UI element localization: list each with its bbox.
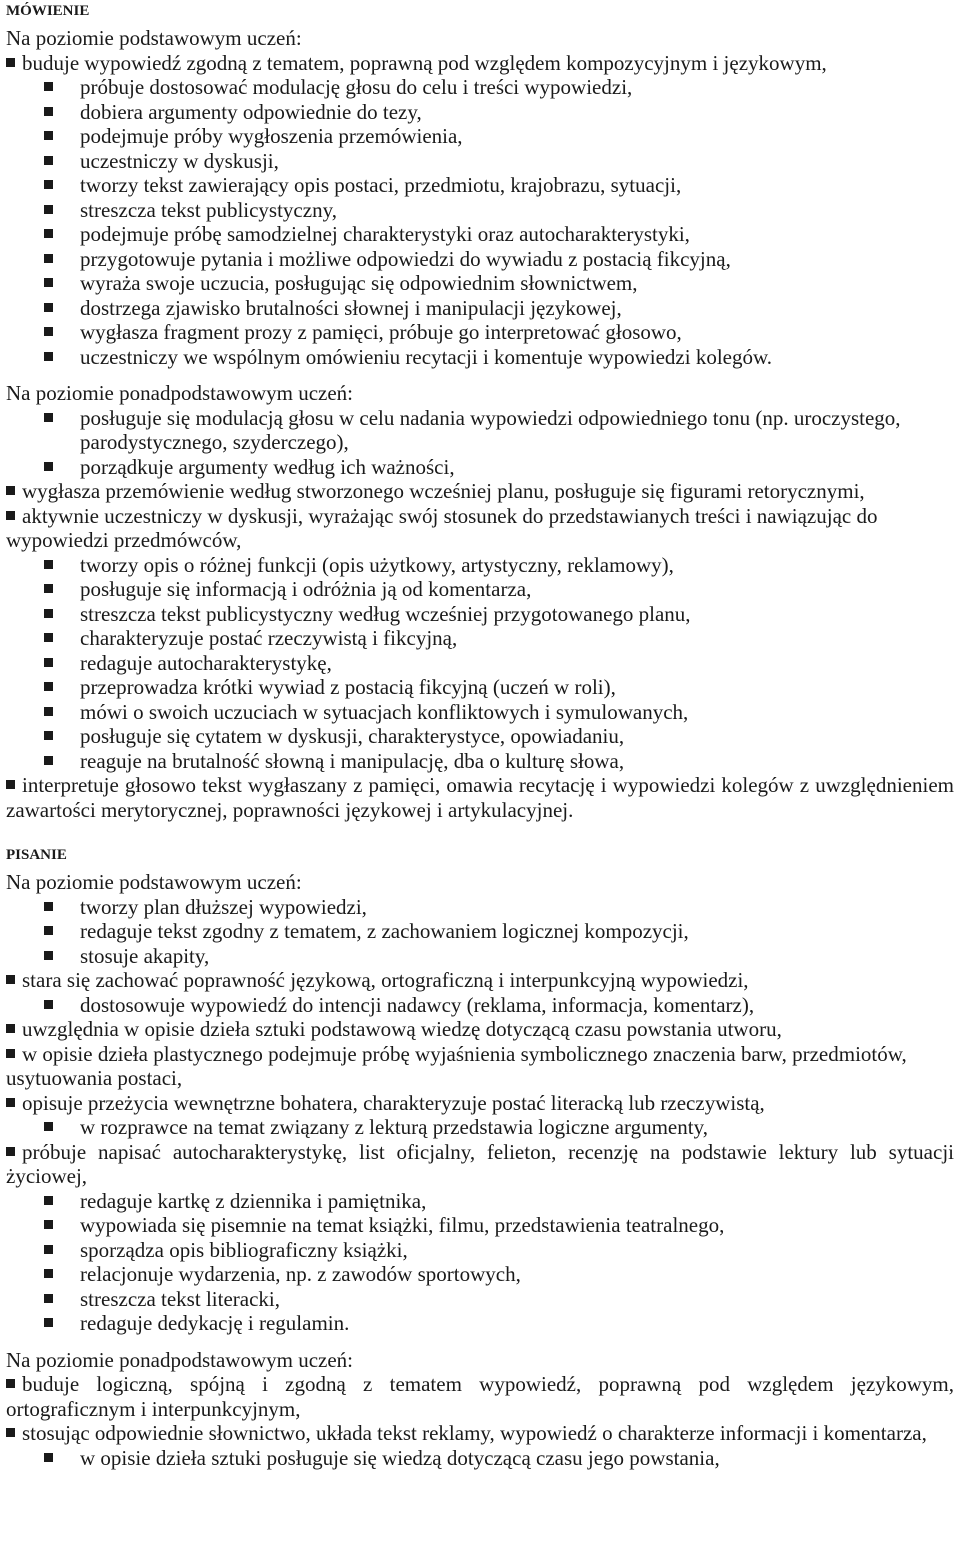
square-bullet-icon [6, 58, 15, 67]
list-item: stosując odpowiednie słownictwo, układa tekst reklamy, wypowiedź o charakterze informacji i komentarza, [6, 1421, 954, 1446]
list-item: buduje wypowiedź zgodną z tematem, poprawną pod względem kompozycyjnym i językowym, [6, 51, 954, 76]
square-bullet-icon [6, 1024, 15, 1033]
level-heading: Na poziomie ponadpodstawowym uczeń: [6, 1347, 353, 1372]
list-item: w opisie dzieła plastycznego podejmuje próbę wyjaśnienia symbolicznego znaczenia barw, przedmiotów, usytuowania postaci, [6, 1041, 907, 1090]
list-item: podejmuje próby wygłoszenia przemówienia, [6, 124, 954, 149]
square-bullet-icon [44, 180, 53, 189]
list-item: interpretuje głosowo tekst wygłaszany z pamięci, omawia recytację i wypowiedzi kolegów z uwzględnieniem zawartości merytorycznej, poprawności językowej i artykulacyjnej. [6, 773, 954, 822]
square-bullet-icon [44, 682, 53, 691]
document-page [0, 2, 960, 1470]
square-bullet-icon [6, 1428, 15, 1437]
square-bullet-icon [44, 462, 53, 471]
square-bullet-icon [44, 1453, 53, 1462]
section-title: PISANIE [6, 847, 67, 863]
list-item: reaguje na brutalność słowną i manipulację, dba o kulturę słowa, [6, 749, 954, 774]
list-item: próbuje napisać autocharakterystykę, list oficjalny, felieton, recenzję na podstawie lektury lub sytuacji życiowej, [6, 1139, 954, 1188]
square-bullet-icon [6, 1147, 15, 1156]
list-item: dostosowuje wypowiedź do intencji nadawcy (reklama, informacja, komentarz), [6, 993, 954, 1018]
square-bullet-icon [44, 327, 53, 336]
list-item: w opisie dzieła sztuki posługuje się wiedzą dotyczącą czasu jego powstania, [6, 1446, 954, 1471]
section-pisanie [6, 846, 954, 1470]
list-item: porządkuje argumenty według ich ważności, [6, 455, 954, 480]
square-bullet-icon [44, 1269, 53, 1278]
square-bullet-icon [44, 229, 53, 238]
list-item: wypowiada się pisemnie na temat książki, filmu, przedstawienia teatralnego, [6, 1213, 954, 1238]
square-bullet-icon [6, 486, 15, 495]
square-bullet-icon [6, 1098, 15, 1107]
square-bullet-icon [44, 951, 53, 960]
square-bullet-icon [44, 584, 53, 593]
square-bullet-icon [6, 780, 15, 789]
square-bullet-icon [44, 1294, 53, 1303]
list-item: tworzy opis o różnej funkcji (opis użytkowy, artystyczny, reklamowy), [6, 553, 954, 578]
list-item: redaguje autocharakterystykę, [6, 651, 954, 676]
square-bullet-icon [44, 731, 53, 740]
square-bullet-icon [44, 1196, 53, 1205]
square-bullet-icon [44, 413, 53, 422]
square-bullet-icon [44, 756, 53, 765]
list-item: próbuje dostosować modulację głosu do celu i treści wypowiedzi, [6, 75, 954, 100]
list-item: posługuje się modulacją głosu w celu nadania wypowiedzi odpowiedniego tonu (np. uroczystego, parodystycznego, szyderczego), [6, 406, 954, 455]
square-bullet-icon [44, 1318, 53, 1327]
bullet-list [6, 895, 954, 1336]
bullet-list [6, 1372, 954, 1470]
list-item: opisuje przeżycia wewnętrzne bohatera, charakteryzuje postać literacką lub rzeczywistą, [6, 1091, 954, 1116]
square-bullet-icon [44, 1000, 53, 1009]
list-item: relacjonuje wydarzenia, np. z zawodów sportowych, [6, 1262, 954, 1287]
square-bullet-icon [44, 1245, 53, 1254]
square-bullet-icon [6, 1379, 15, 1388]
level-heading: Na poziomie ponadpodstawowym uczeń: [6, 381, 353, 405]
square-bullet-icon [44, 254, 53, 263]
list-item: podejmuje próbę samodzielnej charakterystyki oraz autocharakterystyki, [6, 222, 954, 247]
list-item: streszcza tekst publicystyczny według wcześniej przygotowanego planu, [6, 602, 954, 627]
list-item: buduje logiczną, spójną i zgodną z tematem wypowiedź, poprawną pod względem językowym, ortograficznym i interpunkcyjnym, [6, 1372, 954, 1421]
square-bullet-icon [44, 1220, 53, 1229]
list-item: posługuje się informacją i odróżnia ją od komentarza, [6, 577, 954, 602]
list-item: charakteryzuje postać rzeczywistą i fikcyjną, [6, 626, 954, 651]
square-bullet-icon [44, 707, 53, 716]
square-bullet-icon [44, 352, 53, 361]
square-bullet-icon [44, 278, 53, 287]
square-bullet-icon [6, 975, 15, 984]
list-item: sporządza opis bibliograficzny książki, [6, 1238, 954, 1263]
square-bullet-icon [6, 511, 15, 520]
bullet-list [6, 51, 954, 370]
list-item: streszcza tekst publicystyczny, [6, 198, 954, 223]
level-heading: Na poziomie podstawowym uczeń: [6, 26, 302, 50]
list-item: dostrzega zjawisko brutalności słownej i manipulacji językowej, [6, 296, 954, 321]
level-heading: Na poziomie podstawowym uczeń: [6, 870, 302, 894]
square-bullet-icon [44, 633, 53, 642]
list-item: przeprowadza krótki wywiad z postacią fikcyjną (uczeń w roli), [6, 675, 954, 700]
list-item: uczestniczy we wspólnym omówieniu recytacji i komentuje wypowiedzi kolegów. [6, 345, 954, 370]
list-item: wyraża swoje uczucia, posługując się odpowiednim słownictwem, [6, 271, 954, 296]
square-bullet-icon [44, 609, 53, 618]
list-item: aktywnie uczestniczy w dyskusji, wyrażając swój stosunek do przedstawianych treści i nawiązując do wypowiedzi przedmówców, [6, 503, 878, 552]
list-item: mówi o swoich uczuciach w sytuacjach konfliktowych i symulowanych, [6, 700, 954, 725]
list-item: wygłasza fragment prozy z pamięci, próbuje go interpretować głosowo, [6, 320, 954, 345]
section-title: MÓWIENIE [6, 3, 90, 19]
list-item: wygłasza przemówienie według stworzonego wcześniej planu, posługuje się figurami retorycznymi, [6, 479, 954, 504]
list-item: w rozprawce na temat związany z lekturą przedstawia logiczne argumenty, [6, 1115, 954, 1140]
square-bullet-icon [44, 902, 53, 911]
list-item: streszcza tekst literacki, [6, 1287, 954, 1312]
list-item: redaguje kartkę z dziennika i pamiętnika, [6, 1189, 954, 1214]
square-bullet-icon [44, 205, 53, 214]
square-bullet-icon [44, 107, 53, 116]
list-item: tworzy tekst zawierający opis postaci, przedmiotu, krajobrazu, sytuacji, [6, 173, 954, 198]
list-item: posługuje się cytatem w dyskusji, charakterystyce, opowiadaniu, [6, 724, 954, 749]
section-mowienie [6, 2, 954, 822]
list-item: stara się zachować poprawność językową, ortograficzną i interpunkcyjną wypowiedzi, [6, 968, 954, 993]
list-item: dobiera argumenty odpowiednie do tezy, [6, 100, 954, 125]
square-bullet-icon [44, 131, 53, 140]
square-bullet-icon [44, 560, 53, 569]
square-bullet-icon [44, 82, 53, 91]
square-bullet-icon [44, 658, 53, 667]
list-item: tworzy plan dłuższej wypowiedzi, [6, 895, 954, 920]
list-item: przygotowuje pytania i możliwe odpowiedzi do wywiadu z postacią fikcyjną, [6, 247, 954, 272]
bullet-list [6, 406, 954, 823]
list-item: redaguje tekst zgodny z tematem, z zachowaniem logicznej kompozycji, [6, 919, 954, 944]
list-item: redaguje dedykację i regulamin. [6, 1311, 954, 1336]
list-item: stosuje akapity, [6, 944, 954, 969]
square-bullet-icon [44, 1122, 53, 1131]
square-bullet-icon [6, 1049, 15, 1058]
square-bullet-icon [44, 303, 53, 312]
list-item: uczestniczy w dyskusji, [6, 149, 954, 174]
square-bullet-icon [44, 926, 53, 935]
list-item: uwzględnia w opisie dzieła sztuki podstawową wiedzę dotyczącą czasu powstania utworu, [6, 1017, 954, 1042]
square-bullet-icon [44, 156, 53, 165]
